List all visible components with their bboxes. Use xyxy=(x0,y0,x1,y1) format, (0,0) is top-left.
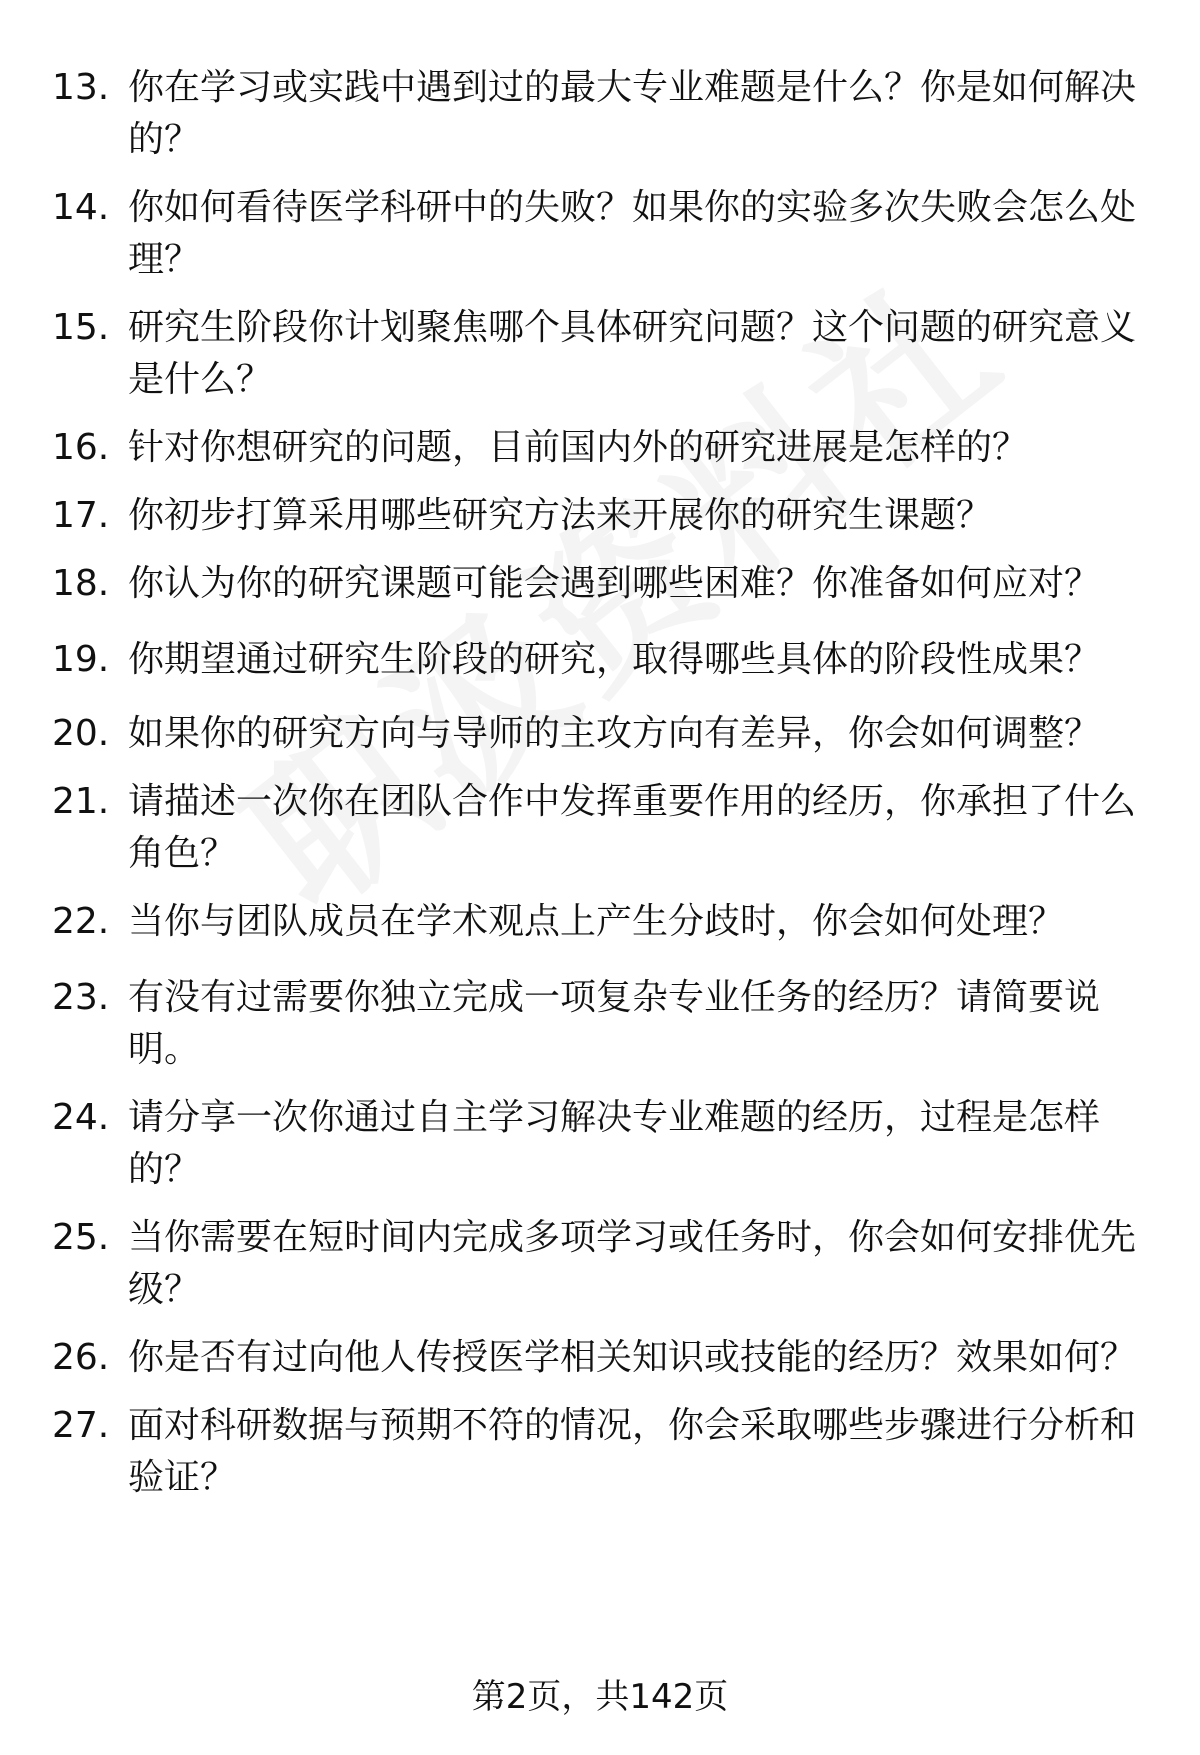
question-text: 你是否有过向他人传授医学相关知识或技能的经历？效果如何？ xyxy=(128,1337,1137,1378)
question-number: 27. xyxy=(52,1405,110,1446)
question-text: 你认为你的研究课题可能会遇到哪些困难？你准备如何应对？ xyxy=(128,563,1101,604)
question-text: 研究生阶段你计划聚焦哪个具体研究问题？这个问题的研究意义是什么？ xyxy=(128,307,1137,400)
question-number: 13. xyxy=(52,67,110,108)
question-number: 17. xyxy=(52,495,110,536)
question-text: 请描述一次你在团队合作中发挥重要作用的经历，你承担了什么角色？ xyxy=(128,781,1137,874)
page-footer: 第2页，共142页 xyxy=(471,1677,729,1717)
question-number: 20. xyxy=(52,713,110,754)
question-number: 14. xyxy=(52,187,110,228)
question-text: 你期望通过研究生阶段的研究，取得哪些具体的阶段性成果？ xyxy=(128,639,1101,680)
question-number: 18. xyxy=(52,563,110,604)
question-text: 如果你的研究方向与导师的主攻方向有差异，你会如何调整？ xyxy=(128,713,1101,754)
question-number: 15. xyxy=(52,307,110,348)
question-text: 请分享一次你通过自主学习解决专业难题的经历，过程是怎样的？ xyxy=(128,1097,1101,1190)
question-text: 你初步打算采用哪些研究方法来开展你的研究生课题？ xyxy=(128,495,993,536)
question-number: 22. xyxy=(52,901,110,942)
question-number: 16. xyxy=(52,427,110,468)
question-number: 23. xyxy=(52,977,110,1018)
question-text: 当你与团队成员在学术观点上产生分歧时，你会如何处理？ xyxy=(128,901,1065,942)
question-number: 24. xyxy=(52,1097,110,1138)
question-text: 你如何看待医学科研中的失败？如果你的实验多次失败会怎么处理？ xyxy=(128,187,1137,280)
question-text: 你在学习或实践中遇到过的最大专业难题是什么？你是如何解决的？ xyxy=(128,67,1137,160)
question-text: 面对科研数据与预期不符的情况，你会采取哪些步骤进行分析和验证？ xyxy=(128,1405,1137,1498)
question-number: 19. xyxy=(52,639,110,680)
question-text: 有没有过需要你独立完成一项复杂专业任务的经历？请简要说明。 xyxy=(128,977,1101,1070)
question-text: 针对你想研究的问题，目前国内外的研究进展是怎样的？ xyxy=(128,427,1029,468)
question-number: 25. xyxy=(52,1217,110,1258)
question-number: 21. xyxy=(52,781,110,822)
question-number: 26. xyxy=(52,1337,110,1378)
question-text: 当你需要在短时间内完成多项学习或任务时，你会如何安排优先级？ xyxy=(128,1217,1137,1310)
